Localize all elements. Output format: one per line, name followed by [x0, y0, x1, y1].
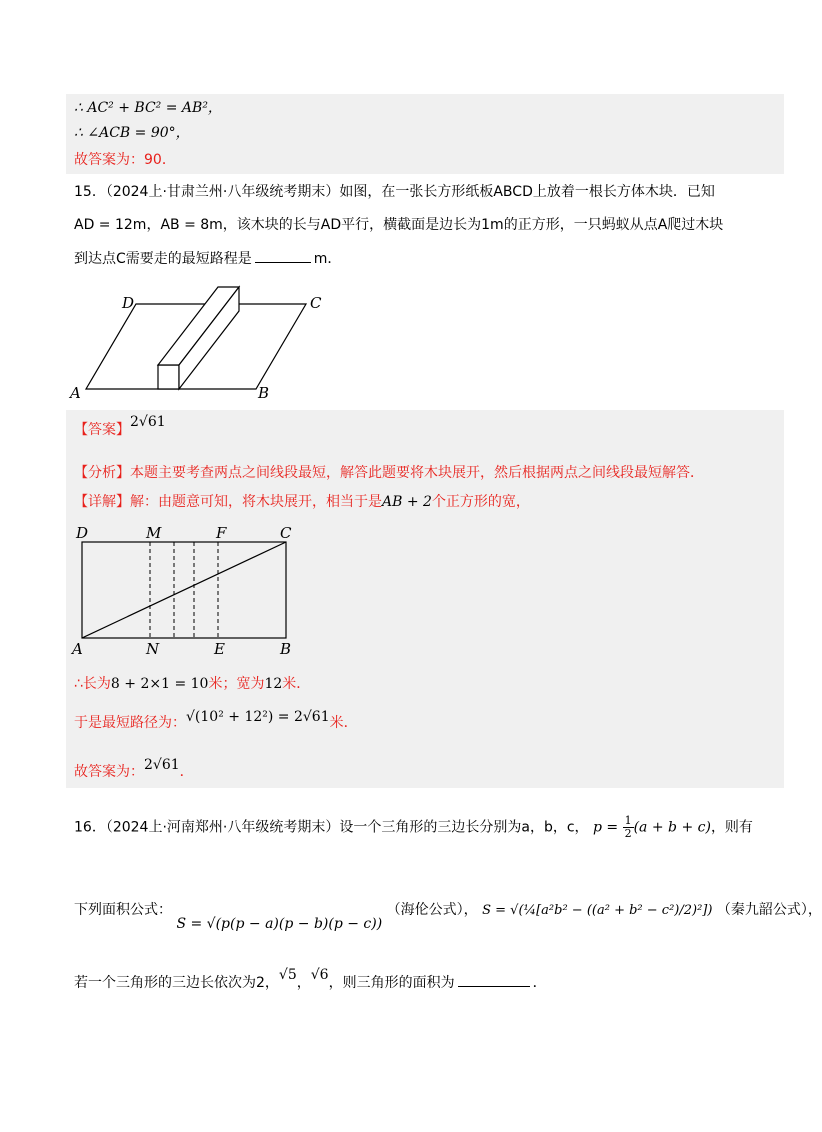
prev-line-2: ∴ ∠ACB = 90°，	[74, 125, 190, 141]
final-prefix: 故答案为：	[74, 764, 144, 780]
q15-analysis-line	[74, 463, 704, 483]
calc2-prefix: 于是最短路径为：	[74, 715, 186, 731]
detail-text-b: 个正方形的宽，	[431, 494, 530, 510]
q15-figure-board	[66, 292, 326, 402]
q15-calc-1	[74, 674, 310, 694]
label-A: A	[70, 384, 81, 402]
q15-line-1	[74, 182, 715, 202]
q16-text-3b: ，则三角形的面积为	[328, 975, 455, 991]
qin-name: （秦九韶公式），	[716, 902, 822, 918]
final-suffix: ．	[179, 764, 194, 780]
q16-text-2: 下列面积公式：	[74, 902, 172, 918]
prev-line-1: ∴ AC² + BC² = AB²，	[74, 100, 222, 116]
q15-calc-2	[74, 709, 358, 733]
calc1-expr: 8 + 2×1 = 10	[110, 676, 209, 692]
q15-unit: m．	[313, 251, 342, 267]
q15-line-3	[74, 248, 341, 269]
q15-answer-blank	[255, 248, 311, 263]
label2-M: M	[146, 524, 162, 542]
detail-text-a: 解：由题意可知，将木块展开，相当于是	[130, 494, 382, 510]
p-formula-left: p =	[592, 819, 619, 836]
label2-F: F	[216, 524, 227, 542]
q15-text-2: AD = 12m，AB = 8m，该木块的长与AD平行，横截面是边长为1m的正方形，一只蚂蚁从点A爬过木块	[74, 217, 724, 233]
q15-line-2	[74, 215, 723, 235]
label-D: D	[122, 294, 135, 312]
label-B: B	[258, 384, 270, 402]
label2-N: N	[146, 640, 160, 658]
calc2-expr: √(10² + 12²) = 2√61	[186, 709, 330, 725]
q16-line-1	[74, 815, 753, 840]
q16-number: 16．	[74, 819, 106, 836]
q16-text-1: 设一个三角形的三边长分别为a，b，c，	[339, 819, 589, 836]
q16-line-2	[74, 900, 822, 932]
q16-line-3: 若一个三角形的三边长依次为2，√5，√6，则三角形的面积为 ．	[74, 967, 547, 991]
q15-text-3: 到达点C需要走的最短路程是	[74, 251, 252, 267]
answer-value: 2√61	[130, 414, 166, 430]
final-value: 2√61	[144, 757, 180, 773]
calc2-suffix: 米．	[329, 715, 358, 731]
calc1-suffix: 米．	[282, 676, 311, 692]
q15-text-1: 如图，在一张长方形纸板ABCD上放着一根长方体木块．已知	[339, 184, 715, 200]
q16-text-3a: 若一个三角形的三边长依次为2，	[74, 975, 279, 991]
detail-expr: AB + 2	[382, 494, 432, 510]
q15-source: （2024上·甘肃兰州·八年级统考期末）	[105, 184, 340, 200]
q15-figure-unfolded	[70, 522, 310, 656]
answer-tag: 【答案】	[74, 422, 130, 438]
label2-A: A	[72, 640, 83, 658]
label-C: C	[310, 294, 322, 312]
label2-B: B	[280, 640, 292, 658]
side-sqrt5: √5	[278, 967, 297, 983]
q15-final	[74, 757, 194, 782]
q16-source: （2024上·河南郑州·八年级统考期末）	[105, 819, 340, 836]
heron-name: （海伦公式），	[386, 902, 478, 918]
analysis-text: 本题主要考查两点之间线段最短，解答此题要将木块展开，然后根据两点之间线段最短解答．	[130, 465, 704, 481]
q15-detail-line	[74, 492, 530, 512]
q16-text-1b: ，则有	[710, 819, 753, 836]
half-fraction: $\frac{1}{2}$	[624, 814, 632, 840]
prev-answer: 故答案为：90．	[74, 152, 176, 168]
q16-answer-blank	[458, 972, 530, 987]
label2-E: E	[214, 640, 225, 658]
heron-formula: S = √(p(p − a)(p − b)(p − c))	[176, 916, 383, 932]
calc1-width: 12	[264, 676, 283, 692]
side-sqrt6: √6	[310, 967, 329, 983]
q15-number: 15．	[74, 184, 106, 200]
calc1-mid: 米；宽为	[208, 676, 265, 692]
block-front	[158, 365, 179, 389]
detail-tag: 【详解】	[74, 494, 130, 510]
q15-answer-line	[74, 414, 166, 440]
calc1-prefix: ∴长为	[74, 676, 111, 692]
label2-C: C	[280, 524, 292, 542]
p-formula-right: (a + b + c)	[633, 819, 711, 836]
label2-D: D	[76, 524, 89, 542]
analysis-tag: 【分析】	[74, 465, 130, 481]
qin-formula: S = √(¼[a²b² − ((a² + b² − c²)/2)²])	[482, 903, 713, 918]
diagonal-AC	[82, 542, 286, 638]
q16-text-3c: ．	[532, 975, 547, 991]
